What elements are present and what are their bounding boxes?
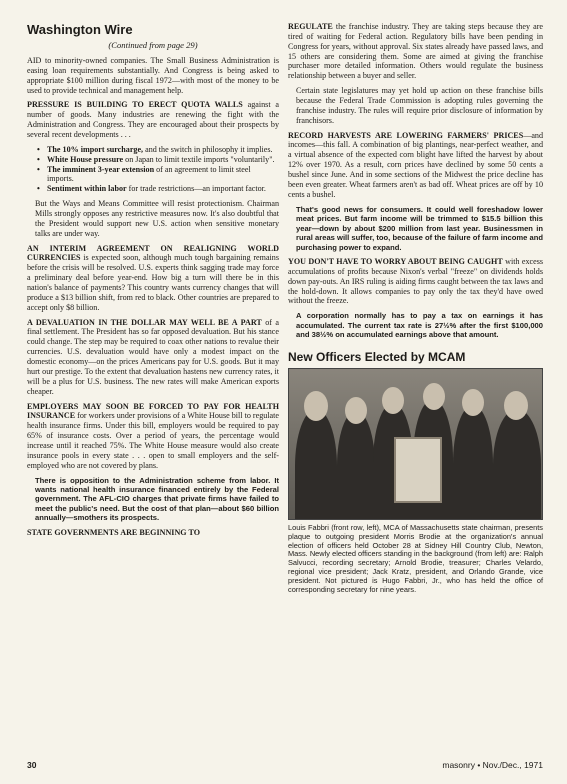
- paragraph-devaluation-head: A DEVALUATION IN THE DOLLAR MAY WELL BE A PART: [27, 317, 262, 327]
- continued-note: (Continued from page 29): [108, 40, 198, 50]
- paragraph-currencies-body: is expected soon, although much tough bargaining remains before the crisis will be resolved. U.S. experts think sagging trade may force a preliminary deal before year-end. How big a turn will there be in this nation's balance of payments? This country wants currency changes that will produce a $13 billion shift, from red to black. Other countries are prepared to accept only $8 billion.: [27, 253, 279, 312]
- right-column: [288, 22, 543, 595]
- paragraph-currencies: [27, 244, 279, 313]
- paragraph-health-insurance: [27, 402, 279, 471]
- paragraph-health-body: for workers under provisions of a White House bill to regulate health insurance firms. Under this bill, employers would be required to pay 65% of insurance costs. Over a period of years, the percentage would increase until it reached 75%. The White House measure would also create insurance pools in every state . . . open to small employers and the self-employed who are not covered by plans.: [27, 411, 279, 470]
- list-item-bold: The 10% import surcharge,: [47, 144, 144, 154]
- page-number: 30: [27, 760, 37, 770]
- paragraph-ways-means: But the Ways and Means Committee will resist protectionism. Chairman Mills strongly opposes any restrictive measures now. It's also doubtful that the President would support new U.S. action when sensitive monetary talks are under way.: [35, 199, 279, 238]
- paragraph-opposition: There is opposition to the Administration scheme from labor. It wants national health insurance financed entirely by the Federal government. The AFL-CIO charges that private firms have failed to meet the public's need. But the cost of that plan—about $60 billion annually—smothers its prospects.: [35, 475, 279, 523]
- list-item-text: of an agreement to limit steel imports.: [47, 164, 251, 184]
- section-title: Washington Wire: [27, 22, 133, 37]
- list-item: [47, 145, 279, 155]
- photo-face: [382, 387, 404, 414]
- list-item-bold: Sentiment within labor: [47, 184, 127, 194]
- paragraph-quota: [27, 100, 279, 139]
- plaque: [394, 437, 442, 503]
- paragraph-aid: AID to minority-owned companies. The Small Business Administration is easing loan requirements substantially. And Congress is being asked to appropriate $100 million during fiscal 1972—with most of the money to be used to provide technical and management help.: [27, 56, 279, 95]
- list-item-text: and the switch in philosophy it implies.: [143, 144, 273, 154]
- photo-face: [423, 383, 445, 410]
- list-item-bold: The imminent 3-year extension: [47, 164, 155, 174]
- paragraph-harvests: [288, 131, 543, 200]
- paragraph-harvests-head: RECORD HARVESTS ARE LOWERING FARMERS' PRICES: [288, 130, 524, 140]
- photo-person: [453, 405, 493, 520]
- paragraph-quota-head: PRESSURE IS BUILDING TO ERECT QUOTA WALLS: [27, 100, 243, 110]
- paragraph-franchise: Certain state legislatures may yet hold up action on these franchise bills because the Federal Trade Commission is adopting rules governing the franchise industry. The rules will require prior disclosure of information by franchisors.: [296, 86, 543, 125]
- list-item: [47, 165, 279, 185]
- paragraph-consumers: That's good news for consumers. It could well foreshadow lower meat prices. But farm income will be trimmed to $15.5 billion this year—down by about $200 million from last year. Businessmen in rural areas will suffer, too, because of the failure of farm income and purchasing power to expand.: [296, 204, 543, 252]
- paragraph-devaluation-body: of a final settlement. The President has so far opposed devaluation. But his stance could change. The step may be required to coax other nations to revalue their currencies. U.S. devaluation would have only a modest impact on the domestic economy—on the prices Americans pay for U.S. goods. But it may hurt our prestige. To the extent that devaluation hastens new currency rates, it will be a plus for U.S. business. The new rates will make American exports cheaper.: [27, 317, 279, 396]
- officers-title: New Officers Elected by MCAM: [288, 349, 466, 364]
- paragraph-regulate: [288, 22, 543, 81]
- paragraph-profits-head: YOU DON'T HAVE TO WORRY ABOUT BEING CAUGHT: [288, 257, 503, 267]
- photo-caption: Louis Fabbri (front row, left), MCA of Massachusetts state chairman, presents plaque to outgoing president Morris Brodie at the organization's annual election of officers held October 28 at Sidney Hill Country Club, Newton, Mass. Newly elected officers standing in the background (from left) are: Ralph Salvucci, recording secretary; Arnold Brodie, treasurer; Charles Velardo, regional vice president; Jack Kratz, president, and Orlando Grande, vice president. Not pictured is Hugo Fabbri, Jr., who has held the office of corresponding secretary for nine years.: [288, 522, 543, 594]
- photo-person: [337, 411, 375, 520]
- paragraph-regulate-body: the franchise industry. They are taking steps because they are tired of waiting for Federal action. Regulatory bills have been pending in Congress for years, without approval. Six states already have passed laws, and 15 others are considering them. Some are aimed at giving the franchise purchaser more detailed information. Others would regulate the business relationship between a buyer and seller.: [288, 22, 543, 81]
- paragraph-quota-body: against a number of goods. Many industries are renewing the fight with the Administration and Congress. They are encouraged about their prospects by several recent developments . . .: [27, 100, 279, 140]
- developments-list: [27, 145, 279, 194]
- paragraph-profits-body: with excess accumulations of profits because Nixon's verbal "freeze" on dividends holds down pay-outs. An IRS ruling is aiding firms caught between the tax laws and the hold-down. It allows companies to pay only the tax they'd have owed without the freeze.: [288, 257, 544, 306]
- photo-face: [462, 389, 484, 416]
- photo-face: [345, 397, 367, 424]
- paragraph-regulate-head: REGULATE: [288, 22, 333, 31]
- photo-face: [304, 391, 328, 421]
- list-item-text: on Japan to limit textile imports "voluntarily".: [123, 154, 275, 164]
- paragraph-currencies-head: AN INTERIM AGREEMENT ON REALIGNING WORLD CURRENCIES: [27, 243, 279, 263]
- paragraph-health-head: EMPLOYERS MAY SOON BE FORCED TO PAY FOR HEALTH INSURANCE: [27, 401, 279, 421]
- paragraph-profits: [288, 257, 543, 306]
- paragraph-state-head: STATE GOVERNMENTS ARE BEGINNING TO: [27, 527, 201, 537]
- list-item: [47, 184, 279, 194]
- list-item: [47, 155, 279, 165]
- list-item-text: for trade restrictions—an important factor.: [126, 184, 266, 194]
- photo-person: [493, 409, 541, 520]
- list-item-bold: White House pressure: [47, 154, 124, 164]
- photo-face: [504, 391, 528, 420]
- photo-person: [295, 409, 337, 520]
- paragraph-state-governments: [27, 528, 279, 538]
- page-footer: [27, 760, 543, 774]
- paragraph-devaluation: [27, 318, 279, 397]
- officers-photo: [288, 368, 543, 520]
- publication-info: masonry • Nov./Dec., 1971: [442, 760, 543, 770]
- paragraph-corporation-tax: A corporation normally has to pay a tax on earnings it has accumulated. The current tax rate is 27½% after the first $100,000 and 38½% on accumulated earnings above that amount.: [296, 311, 543, 340]
- left-column: [27, 22, 279, 543]
- paragraph-harvests-body: —and incomes—this fall. A combination of big plantings, near-perfect weather, and a virtual absence of the expected corn blight have lifted the harvest by about 12% over 1970. As a result, corn prices have declined by some 50 cents a bushel since June. And in some sections of the Midwest the price decline has been even greater. Wheat farmers aren't as bad off. Wheat prices are off by 10 cents a bushel.: [288, 130, 543, 199]
